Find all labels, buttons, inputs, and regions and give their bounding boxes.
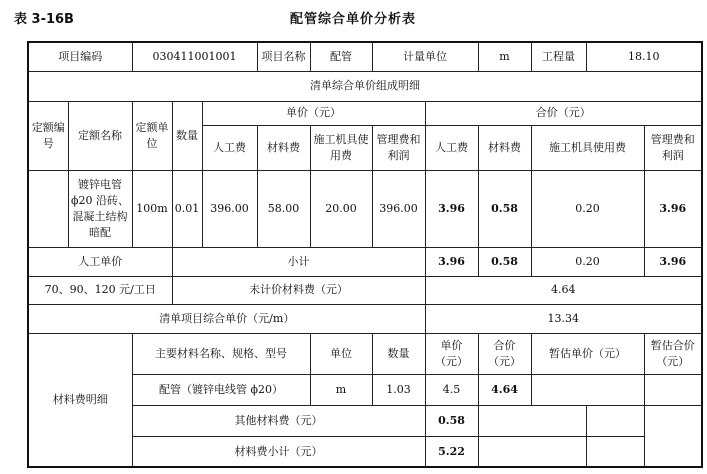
up-overhead: 396.00 bbox=[372, 170, 425, 248]
main-material-header: 主要材料名称、规格、型号 bbox=[132, 333, 310, 374]
table-number: 表 3-16B bbox=[14, 12, 74, 27]
unpriced-material-row bbox=[28, 276, 702, 304]
subtotal-machine: 0.20 bbox=[531, 248, 644, 276]
labor-rate: 70、90、120 元/工日 bbox=[28, 276, 172, 304]
item-code-label: 项目编码 bbox=[28, 42, 132, 71]
other-material-label: 其他材料费（元） bbox=[132, 405, 425, 436]
subtotal-material: 0.58 bbox=[478, 248, 531, 276]
col-tp-labor: 人工费 bbox=[425, 125, 478, 170]
material-item-amount: 1.03 bbox=[372, 374, 425, 405]
material-item-est-unit-price bbox=[531, 374, 644, 405]
col-tp-material: 材料费 bbox=[478, 125, 531, 170]
subtotal-row bbox=[28, 248, 702, 276]
col-quota-code: 定额编号 bbox=[28, 101, 68, 170]
other-material-est-unit bbox=[478, 405, 586, 436]
tp-labor: 3.96 bbox=[425, 170, 478, 248]
material-unit-header: 单位 bbox=[310, 333, 372, 374]
est-unit-price-header: 暂估单价（元） bbox=[531, 333, 644, 374]
item-name-label: 项目名称 bbox=[257, 42, 310, 71]
unit-value: m bbox=[478, 42, 531, 71]
item-code: 030411001001 bbox=[132, 42, 257, 71]
other-material-est-total bbox=[586, 405, 644, 436]
section-title: 清单综合单价组成明细 bbox=[28, 71, 702, 101]
col-total-price-group: 合价（元） bbox=[425, 101, 702, 125]
labor-price-label: 人工单价 bbox=[28, 248, 172, 276]
unpriced-material-value: 4.64 bbox=[425, 276, 702, 304]
col-up-machine: 施工机具使用费 bbox=[310, 125, 372, 170]
column-header-row-1 bbox=[28, 101, 702, 125]
col-up-material: 材料费 bbox=[257, 125, 310, 170]
material-unit-price-header: 单价（元） bbox=[425, 333, 478, 374]
item-name: 配管 bbox=[310, 42, 372, 71]
quota-name: 镀锌电管 ϕ20 沿砖、混凝土结构暗配 bbox=[68, 170, 132, 248]
material-item-name: 配管（镀锌电线管 ϕ20） bbox=[132, 374, 310, 405]
unpriced-material-label: 未计价材料费（元） bbox=[172, 276, 425, 304]
quota-row bbox=[28, 170, 702, 248]
up-labor: 396.00 bbox=[202, 170, 257, 248]
est-total-price-header: 暂估合价（元） bbox=[644, 333, 702, 374]
other-material-value: 0.58 bbox=[425, 405, 478, 436]
material-subtotal-est-unit bbox=[478, 437, 586, 467]
tp-machine: 0.20 bbox=[531, 170, 644, 248]
quantity-value: 18.10 bbox=[586, 42, 702, 71]
material-item-unit-price: 4.5 bbox=[425, 374, 478, 405]
material-subtotal-label: 材料费小计（元） bbox=[132, 437, 425, 467]
composite-price-value: 13.34 bbox=[425, 304, 702, 333]
col-up-labor: 人工费 bbox=[202, 125, 257, 170]
material-header-row bbox=[28, 333, 702, 374]
col-tp-overhead: 管理费和利润 bbox=[644, 125, 702, 170]
material-amount-header: 数量 bbox=[372, 333, 425, 374]
table-title: 配管综合单价分析表 bbox=[290, 12, 417, 27]
quota-code bbox=[28, 170, 68, 248]
col-up-overhead: 管理费和利润 bbox=[372, 125, 425, 170]
material-item-est-total-price bbox=[644, 374, 702, 405]
material-item-total-price: 4.64 bbox=[478, 374, 531, 405]
col-quota-name: 定额名称 bbox=[68, 101, 132, 170]
quota-unit: 100m bbox=[132, 170, 172, 248]
quota-amount: 0.01 bbox=[172, 170, 202, 248]
material-subtotal-value: 5.22 bbox=[425, 437, 478, 467]
material-subtotal-est-total bbox=[586, 437, 644, 467]
material-total-price-header: 合价（元） bbox=[478, 333, 531, 374]
tp-material: 0.58 bbox=[478, 170, 531, 248]
subtotal-overhead: 3.96 bbox=[644, 248, 702, 276]
composite-price-label: 清单项目综合单价（元/m） bbox=[28, 304, 425, 333]
tp-overhead: 3.96 bbox=[644, 170, 702, 248]
up-machine: 20.00 bbox=[310, 170, 372, 248]
unit-label: 计量单位 bbox=[372, 42, 478, 71]
composite-price-row bbox=[28, 304, 702, 333]
col-tp-machine: 施工机具使用费 bbox=[531, 125, 644, 170]
unit-price-analysis-table bbox=[27, 41, 703, 468]
up-material: 58.00 bbox=[257, 170, 310, 248]
quantity-label: 工程量 bbox=[531, 42, 586, 71]
subtotal-label: 小计 bbox=[172, 248, 425, 276]
subtotal-labor: 3.96 bbox=[425, 248, 478, 276]
col-amount: 数量 bbox=[172, 101, 202, 170]
material-detail-label: 材料费明细 bbox=[28, 333, 132, 467]
material-item-unit: m bbox=[310, 374, 372, 405]
col-unit-price-group: 单价（元） bbox=[202, 101, 425, 125]
header-row bbox=[28, 42, 702, 71]
col-quota-unit: 定额单位 bbox=[132, 101, 172, 170]
section-title-row bbox=[28, 71, 702, 101]
